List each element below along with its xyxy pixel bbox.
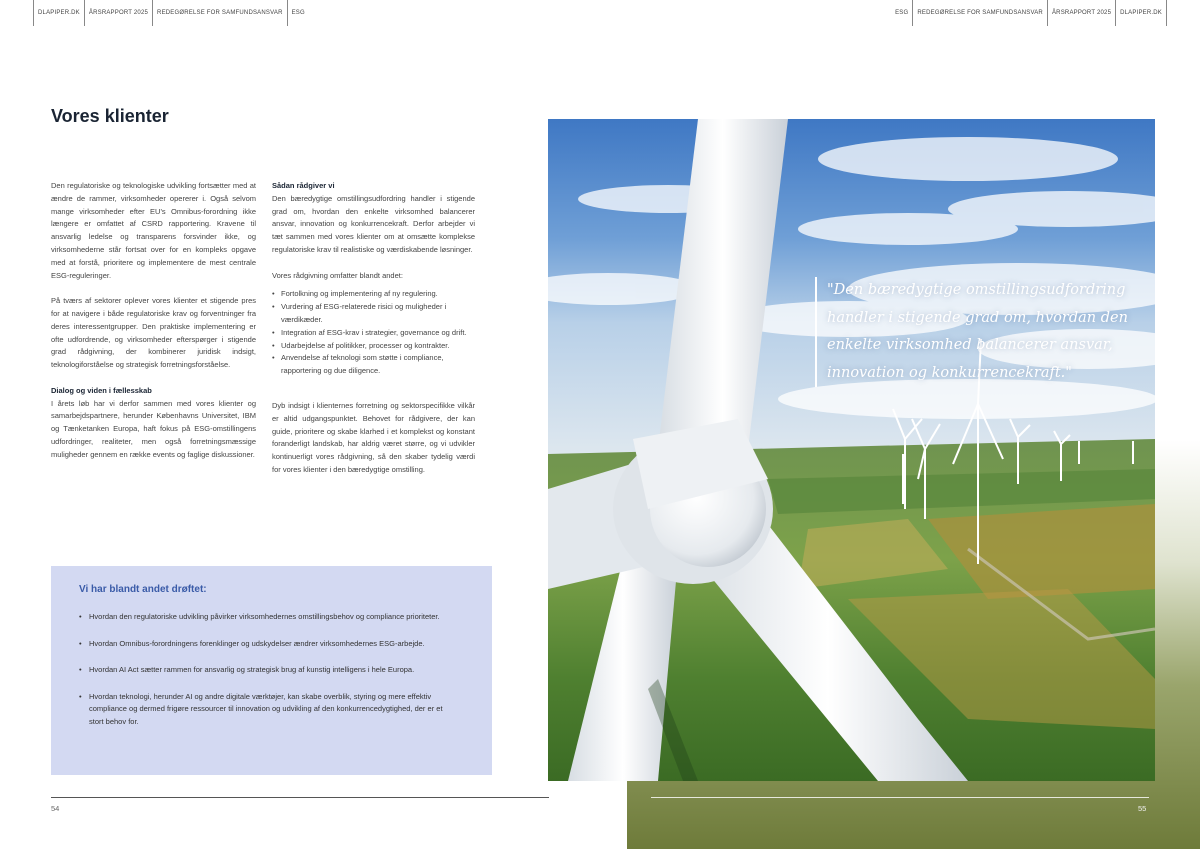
nav-item-report[interactable]: ÅRSRAPPORT 2025 (84, 0, 152, 26)
nav-item-report[interactable]: ÅRSRAPPORT 2025 (1048, 0, 1116, 26)
discussion-list (79, 611, 464, 729)
nav-item-site[interactable]: DLAPIPER.DK (1116, 0, 1167, 26)
paragraph: Den bæredygtige omstillingsudfordring handler i stigende grad om, hvordan den enkelte virksomhed balancerer ansvar, innovation og konkurrencekraft. Derfor arbejder vi tæt sammen med vores klienter om at omsætte komplekse regulatoriske krav til realistiske og værdiskabende løsninger. (272, 193, 475, 254)
text-column-right (272, 180, 475, 490)
nav-item-site[interactable]: DLAPIPER.DK (33, 0, 84, 26)
footer-divider-right (651, 797, 1149, 798)
list-item: • Vurdering af ESG-relaterede risici og muligheder i værdikæder. (272, 301, 475, 327)
list-item: • Hvordan den regulatoriske udvikling påvirker virksomhedernes omstillingsbehov og compliance prioriteter. (79, 611, 459, 624)
list-item: • Hvordan AI Act sætter rammen for ansvarlig og strategisk brug af kunstig intelligens i hele Europa. (79, 664, 459, 677)
paragraph: Dyb indsigt i klienternes forretning og sektorspecifikke vilkår er altid udgangspunktet. Behovet for rådgivere, der kan guide, prioritere og skabe klarhed i et komplekst og konstant foranderligt landskab, har aldrig været større, og vi udvikler kontinuerligt vores rådgivning, så den skaber tydelig værdi for vores klienter i den bæredygtige omstilling. (272, 400, 475, 474)
list-item: • Anvendelse af teknologi som støtte i compliance, rapportering og due diligence. (272, 352, 475, 378)
quote-text: "Den bæredygtige omstillingsudfordring handler i stigende grad om, hvordan den enkelte virksomhed balancerer ansvar, innovation og konkurrencekraft." (827, 282, 1128, 381)
nav-item-csr[interactable]: REDEGØRELSE FOR SAMFUNDSANSVAR (152, 0, 287, 26)
section-heading: Sådan rådgiver vi (272, 181, 335, 190)
advice-list (272, 288, 475, 378)
nav-item-csr[interactable]: REDEGØRELSE FOR SAMFUNDSANSVAR (913, 0, 1048, 26)
top-nav-right (891, 0, 1167, 26)
page-number-left: 54 (51, 804, 60, 813)
paragraph: Den regulatoriske og teknologiske udvikling fortsætter med at ændre de rammer, virksomheder opererer i. Også selvom mange virksomheder efter EU's Omnibus-forordning ikke længere er omfattet af CSRD rapportering. Kravene til ansvarlig ledelse og transparens forsvinder ikke, og virksomhederne står fortsat over for en kompleks opgave med at forstå, prioritere og implementere de mest centrale ESG-reguleringer. (51, 181, 256, 280)
box-title: Vi har blandt andet drøftet: (79, 584, 207, 595)
page-number-right: 55 (1138, 804, 1147, 813)
footer-divider-left (51, 797, 549, 798)
nav-item-esg[interactable]: ESG (287, 0, 309, 26)
text-column-left (51, 180, 256, 474)
list-item: • Integration af ESG-krav i strategier, governance og drift. (272, 327, 475, 340)
list-item: • Udarbejdelse af politikker, processer og kontrakter. (272, 340, 475, 353)
section-heading: Dialog og viden i fællesskab (51, 385, 152, 395)
list-item: • Hvordan Omnibus-forordningens forenklinger og udskydelser ændrer virksomhedernes ESG-arbejde. (79, 638, 459, 651)
pull-quote (815, 277, 1145, 387)
paragraph: Vores rådgivning omfatter blandt andet: (272, 270, 403, 280)
list-item: • Fortolkning og implementering af ny regulering. (272, 288, 475, 301)
page-title: Vores klienter (51, 106, 169, 126)
paragraph: I årets løb har vi derfor sammen med vores klienter og samarbejdspartnere, herunder Københavns Universitet, IBM og Tænketanken Europa, haft fokus på ESG-omstillingens udfordringer, realiteter, men også forretningsmæssige muligheder gennem en række events og faglige diskussioner. (51, 398, 256, 459)
nav-item-esg[interactable]: ESG (891, 0, 913, 26)
wind-turbine-photo (548, 119, 1155, 781)
paragraph: På tværs af sektorer oplever vores klienter et stigende pres for at navigere i både regulatoriske krav og forventninger fra deres interessentgrupper. Den praktiske implementering er ofte udfordrende, og virksomheder efterspørger i stigende grad rådgivning, der kombinerer juridisk indsigt, teknologiforståelse og strategisk forretningsforståelse. (51, 296, 256, 370)
discussion-box (51, 566, 492, 775)
list-item: • Hvordan teknologi, herunder AI og andre digitale værktøjer, kan skabe overblik, styring og mere effektiv compliance og dermed frigøre ressourcer til innovation og udvikling af den konkurrencedygtighed, der er et stort behov for. (79, 691, 459, 729)
top-nav-left (33, 0, 309, 26)
